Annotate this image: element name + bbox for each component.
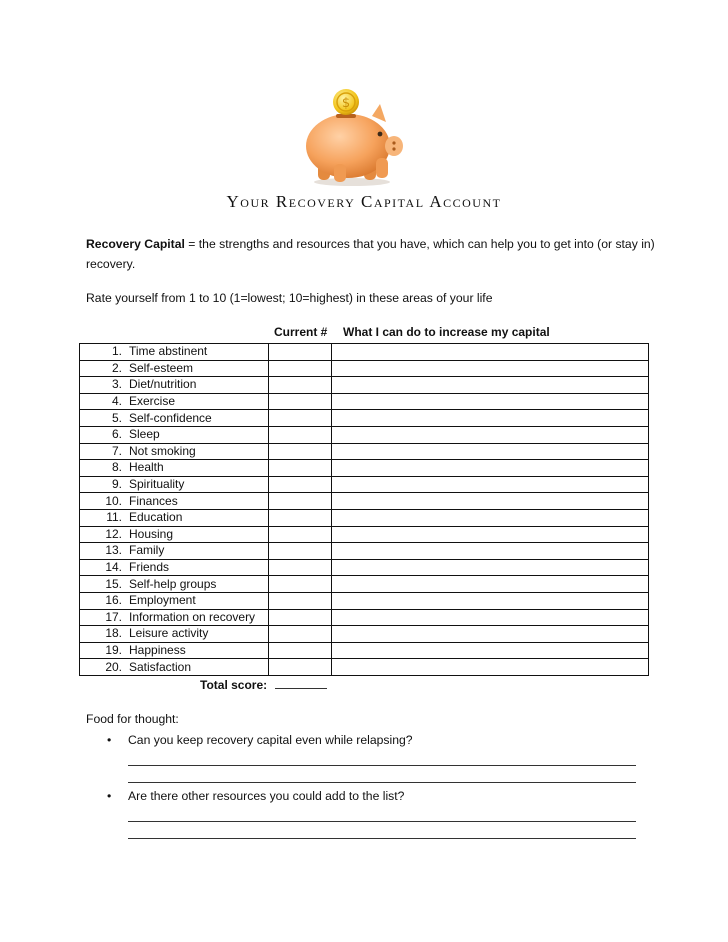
action-cell[interactable] <box>332 543 649 560</box>
action-cell[interactable] <box>332 576 649 593</box>
action-cell[interactable] <box>332 659 649 676</box>
current-score-cell[interactable] <box>269 426 332 443</box>
action-cell[interactable] <box>332 592 649 609</box>
area-label: Employment <box>129 593 196 608</box>
row-number: 14. <box>105 560 122 575</box>
current-score-cell[interactable] <box>269 576 332 593</box>
row-number: 5. <box>111 410 122 425</box>
current-score-cell[interactable] <box>269 493 332 510</box>
row-number: 10. <box>105 493 122 508</box>
area-cell <box>80 460 269 477</box>
area-label: Family <box>129 543 165 558</box>
area-cell <box>80 642 269 659</box>
area-cell <box>80 609 269 626</box>
action-cell[interactable] <box>332 443 649 460</box>
area-cell <box>80 377 269 394</box>
action-cell[interactable] <box>332 642 649 659</box>
area-cell <box>80 360 269 377</box>
area-label: Housing <box>129 526 174 541</box>
area-cell <box>80 509 269 526</box>
table-row <box>80 426 649 443</box>
area-cell <box>80 393 269 410</box>
area-cell <box>80 476 269 493</box>
table-row <box>80 642 649 659</box>
table-row <box>80 360 649 377</box>
row-number: 12. <box>105 526 122 541</box>
current-score-cell[interactable] <box>269 642 332 659</box>
row-number: 11. <box>106 510 122 525</box>
rating-instruction: Rate yourself from 1 to 10 (1=lowest; 10=highest) in these areas of your life <box>86 291 493 305</box>
question-1-text: Can you keep recovery capital even while relapsing? <box>128 733 413 747</box>
current-score-cell[interactable] <box>269 659 332 676</box>
area-label: Finances <box>129 493 178 508</box>
column-header-action: What I can do to increase my capital <box>343 325 550 339</box>
current-score-cell[interactable] <box>269 626 332 643</box>
current-score-cell[interactable] <box>269 377 332 394</box>
area-label: Not smoking <box>129 443 196 458</box>
area-cell <box>80 659 269 676</box>
current-score-cell[interactable] <box>269 559 332 576</box>
area-label: Friends <box>129 560 170 575</box>
current-score-cell[interactable] <box>269 460 332 477</box>
current-score-cell[interactable] <box>269 509 332 526</box>
action-cell[interactable] <box>332 426 649 443</box>
current-score-cell[interactable] <box>269 360 332 377</box>
area-label: Information on recovery <box>129 609 256 624</box>
action-cell[interactable] <box>332 609 649 626</box>
table-row <box>80 559 649 576</box>
action-cell[interactable] <box>332 393 649 410</box>
area-cell <box>80 576 269 593</box>
area-cell <box>80 426 269 443</box>
row-number: 16. <box>105 593 122 608</box>
capital-table <box>79 343 649 676</box>
action-cell[interactable] <box>332 509 649 526</box>
action-cell[interactable] <box>332 493 649 510</box>
piggy-bank-icon <box>300 86 408 190</box>
area-cell <box>80 493 269 510</box>
page-title: Your Recovery Capital Account <box>226 192 502 211</box>
area-cell <box>80 543 269 560</box>
action-cell[interactable] <box>332 410 649 427</box>
action-cell[interactable] <box>332 559 649 576</box>
table-row <box>80 509 649 526</box>
area-cell <box>80 443 269 460</box>
current-score-cell[interactable] <box>269 609 332 626</box>
area-label: Self-esteem <box>129 360 194 375</box>
area-cell <box>80 592 269 609</box>
total-score <box>200 677 327 692</box>
definition-text: = the strengths and resources that you have, which can help you to get into (or stay in) recovery. <box>86 237 655 271</box>
row-number: 8. <box>111 460 122 475</box>
row-number: 2. <box>111 360 122 375</box>
total-score-label: Total score: <box>200 678 268 692</box>
area-label: Education <box>129 510 183 525</box>
row-number: 17. <box>105 609 122 624</box>
question-2-text: Are there other resources you could add to the list? <box>128 789 405 803</box>
current-score-cell[interactable] <box>269 410 332 427</box>
row-number: 15. <box>105 576 122 591</box>
svg-text:$: $ <box>341 96 351 111</box>
area-label: Sleep <box>129 427 160 442</box>
table-row <box>80 543 649 560</box>
definition-paragraph <box>86 234 656 274</box>
row-number: 18. <box>105 626 122 641</box>
area-label: Satisfaction <box>129 659 192 674</box>
row-number: 7. <box>111 443 122 458</box>
area-label: Leisure activity <box>129 626 209 641</box>
table-row <box>80 626 649 643</box>
current-score-cell[interactable] <box>269 592 332 609</box>
area-label: Health <box>129 460 164 475</box>
answer-line-2b[interactable] <box>128 838 636 839</box>
action-cell[interactable] <box>332 360 649 377</box>
row-number: 3. <box>111 377 122 392</box>
row-number: 19. <box>105 642 122 657</box>
row-number: 20. <box>105 659 122 674</box>
row-number: 6. <box>111 427 122 442</box>
action-cell[interactable] <box>332 460 649 477</box>
definition-term: Recovery Capital <box>86 237 185 251</box>
area-label: Exercise <box>129 394 176 409</box>
action-cell[interactable] <box>332 476 649 493</box>
current-score-cell[interactable] <box>269 443 332 460</box>
area-label: Time abstinent <box>129 344 208 359</box>
question-2 <box>107 789 404 803</box>
current-score-cell[interactable] <box>269 526 332 543</box>
area-label: Self-confidence <box>129 410 212 425</box>
answer-line-1a[interactable] <box>128 765 636 766</box>
row-number: 13. <box>105 543 122 558</box>
question-1 <box>107 733 413 747</box>
answer-line-2a[interactable] <box>128 821 636 822</box>
area-cell <box>80 626 269 643</box>
current-score-cell[interactable] <box>269 344 332 361</box>
area-label: Diet/nutrition <box>129 377 197 392</box>
action-cell[interactable] <box>332 377 649 394</box>
row-number: 9. <box>111 477 122 492</box>
table-row <box>80 659 649 676</box>
action-cell[interactable] <box>332 626 649 643</box>
table-row <box>80 576 649 593</box>
bullet-icon: • <box>107 733 112 747</box>
table-row <box>80 476 649 493</box>
current-score-cell[interactable] <box>269 543 332 560</box>
area-label: Self-help groups <box>129 576 217 591</box>
row-number: 4. <box>111 394 122 409</box>
area-label: Happiness <box>129 642 186 657</box>
row-number: 1. <box>111 344 122 359</box>
answer-line-1b[interactable] <box>128 782 636 783</box>
food-heading: Food for thought: <box>86 712 179 726</box>
column-header-current: Current # <box>274 325 328 339</box>
table-row <box>80 393 649 410</box>
area-cell <box>80 526 269 543</box>
bullet-icon: • <box>107 789 112 803</box>
current-score-cell[interactable] <box>269 393 332 410</box>
area-cell <box>80 344 269 361</box>
action-cell[interactable] <box>332 526 649 543</box>
area-label: Spirituality <box>129 477 185 492</box>
table-row <box>80 609 649 626</box>
table-row <box>80 344 649 361</box>
table-row <box>80 377 649 394</box>
table-row <box>80 493 649 510</box>
table-row <box>80 526 649 543</box>
total-score-field[interactable] <box>275 677 327 689</box>
action-cell[interactable] <box>332 344 649 361</box>
area-cell <box>80 559 269 576</box>
table-row <box>80 410 649 427</box>
area-cell <box>80 410 269 427</box>
table-row <box>80 592 649 609</box>
current-score-cell[interactable] <box>269 476 332 493</box>
table-row <box>80 460 649 477</box>
table-row <box>80 443 649 460</box>
